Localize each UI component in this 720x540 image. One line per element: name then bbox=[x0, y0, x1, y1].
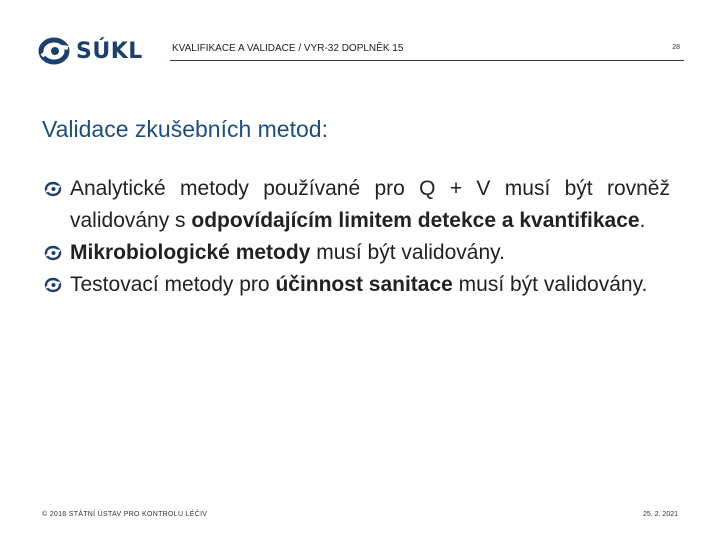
bullet-item bbox=[44, 237, 670, 269]
bullet-emphasis: odpovídajícím limitem detekce a kvantifikace bbox=[191, 209, 640, 232]
header-title: KVALIFIKACE A VALIDACE / VYR-32 DOPLNĚK 15 bbox=[172, 43, 404, 54]
footer-copyright: © 2018 STÁTNÍ ÚSTAV PRO KONTROLU LÉČIV bbox=[42, 511, 208, 518]
bullet-icon bbox=[44, 277, 62, 293]
bullet-text: musí být validovány. bbox=[310, 241, 505, 264]
logo-text: SÚKL bbox=[76, 38, 143, 64]
bullet-item bbox=[44, 269, 670, 301]
sukl-logo bbox=[38, 36, 143, 66]
header-divider bbox=[170, 60, 684, 61]
bullet-emphasis: Mikrobiologické metody bbox=[70, 241, 311, 264]
sukl-logo-icon bbox=[38, 36, 72, 66]
bullet-icon bbox=[44, 181, 62, 197]
bullet-text: Testovací metody pro bbox=[70, 273, 276, 296]
bullet-icon bbox=[44, 245, 62, 261]
page-number: 28 bbox=[672, 44, 680, 51]
slide-title: Validace zkušebních metod: bbox=[42, 116, 328, 142]
bullet-text: Analytické metody používané pro Q + V musí být rovněž validovány s bbox=[70, 177, 670, 232]
bullet-text: . bbox=[639, 209, 646, 232]
bullet-emphasis: účinnost sanitace bbox=[275, 273, 453, 296]
bullet-text: musí být validovány. bbox=[452, 273, 648, 296]
bullet-list bbox=[44, 173, 670, 301]
bullet-item bbox=[44, 173, 670, 237]
footer-date: 25. 2. 2021 bbox=[642, 511, 678, 518]
